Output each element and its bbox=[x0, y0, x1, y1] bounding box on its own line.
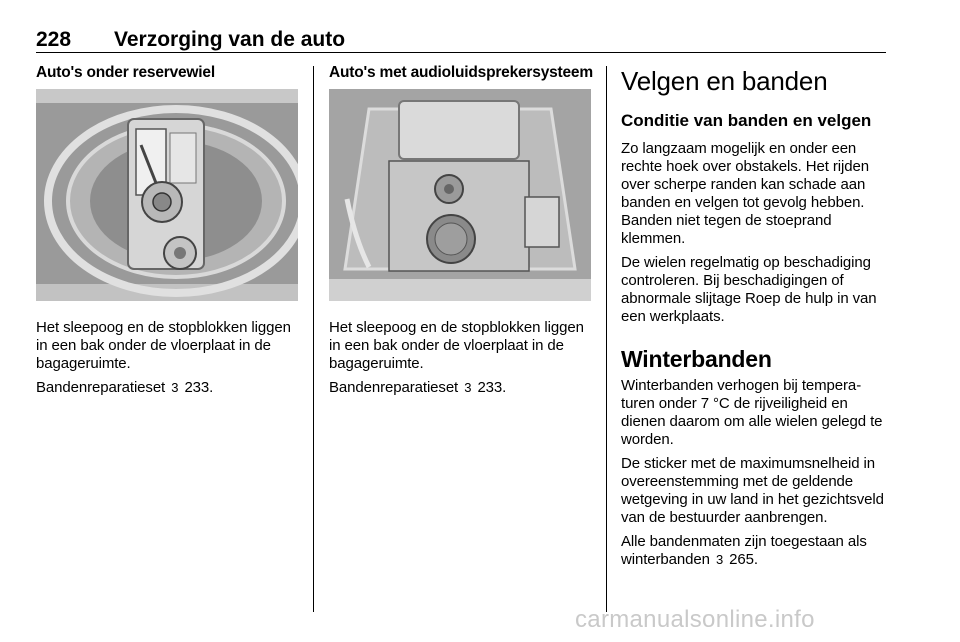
paragraph-towing-eye: Het sleepoog en de stopblokken liggen in een bak onder de vloerplaat in de bagageruimte. bbox=[36, 319, 291, 372]
column-divider-2 bbox=[606, 66, 607, 612]
column-audio-speaker bbox=[329, 64, 593, 403]
page-header bbox=[36, 28, 886, 52]
chapter-title: Verzorging van de auto bbox=[114, 28, 346, 51]
paragraph-inspect-wheels: De wielen regelmatig op beschadiging controleren. Bij beschadigingen of abnormale slijtage Roep de hulp in van een werkplaats. bbox=[621, 254, 877, 325]
cross-reference-icon: 3 bbox=[715, 552, 724, 567]
paragraph-repair-kit-ref bbox=[329, 379, 593, 397]
ref-label: Bandenreparatieset bbox=[36, 379, 166, 396]
column-heading: Auto's met audioluidsprekersysteem bbox=[329, 64, 593, 81]
tyre-sizes-text: Alle bandenmaten zijn toegestaan als winterbanden bbox=[621, 533, 867, 568]
speaker-compartment-photo bbox=[329, 89, 591, 301]
paragraph-repair-kit-ref bbox=[36, 379, 300, 397]
paragraph-towing-eye: Het sleepoog en de stopblokken liggen in een bak onder de vloerplaat in de bagageruimte. bbox=[329, 319, 584, 372]
paragraph-winter-safety: Winterbanden verhogen bij temperaturen onder 7 °C de rijveiligheid en dienen daarom om alle wielen gelegd te worden. bbox=[621, 377, 883, 448]
column-heading: Auto's onder reservewiel bbox=[36, 64, 215, 81]
column-wheels-tyres bbox=[621, 64, 887, 575]
spare-wheel-photo bbox=[36, 89, 298, 301]
column-spare-wheel bbox=[36, 64, 300, 403]
subsection-title-condition: Conditie van banden en velgen bbox=[621, 111, 872, 130]
ref-page-link[interactable]: 233. bbox=[477, 379, 507, 396]
cross-reference-icon: 3 bbox=[464, 380, 472, 395]
section-title-winter-tyres: Winterbanden bbox=[621, 346, 772, 372]
ref-page-link[interactable]: 233. bbox=[184, 379, 214, 396]
header-rule bbox=[36, 52, 886, 53]
cross-reference-icon: 3 bbox=[171, 380, 179, 395]
page-number: 228 bbox=[36, 28, 72, 51]
column-divider-1 bbox=[313, 66, 314, 612]
watermark: carmanualsonline.info bbox=[575, 606, 815, 633]
paragraph-tyre-sizes bbox=[621, 533, 887, 569]
paragraph-speed-sticker: De sticker met de maximumsnelheid in overeenstemming met de geldende wetgeving in uw land in het gezichtsveld van de bestuurder aanbrengen. bbox=[621, 455, 884, 526]
section-title-wheels-tyres: Velgen en banden bbox=[621, 66, 828, 96]
ref-page-link[interactable]: 265. bbox=[729, 551, 758, 568]
ref-label: Bandenreparatieset bbox=[329, 379, 459, 396]
paragraph-obstacles: Zo langzaam mogelijk en onder een rechte hoek over obstakels. Het rijden over scherpe randen kan schade aan banden en velgen tot gevolg hebben. Banden niet tegen de stoeprand klemmen. bbox=[621, 140, 869, 247]
